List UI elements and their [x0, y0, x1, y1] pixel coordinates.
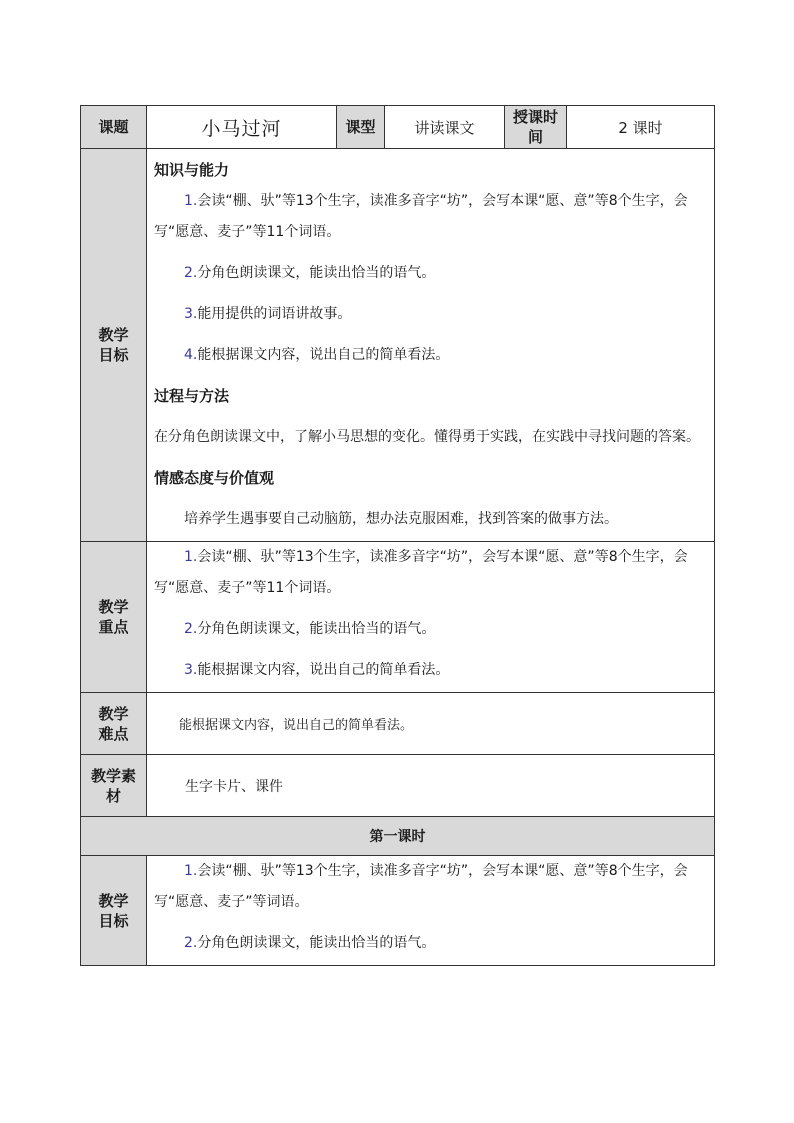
first-period-objectives-row: [81, 856, 715, 966]
difficulties-text: 能根据课文内容，说出自己的简单看法。: [147, 693, 715, 755]
key-points-row: [81, 542, 715, 693]
type-label: 课型: [337, 106, 385, 149]
time-label: 授课时间: [505, 106, 567, 149]
key-points-content: [147, 542, 715, 693]
period-objective-item: 1.会读“棚、驮”等13个生字，读准多音字“坊”，会写本课“愿、意”等8个生字，会写“愿意、麦子”等词语。: [154, 863, 688, 910]
difficulties-label: 教学难点: [81, 693, 147, 755]
key-point-item: 1.会读“棚、驮”等13个生字，读准多音字“坊”，会写本课“愿、意”等8个生字，会写“愿意、麦子”等11个词语。: [154, 549, 688, 596]
first-period-row: [81, 817, 715, 856]
values-title: 情感态度与价值观: [154, 469, 275, 487]
difficulties-row: [81, 693, 715, 755]
key-point-item: 3.能根据课文内容，说出自己的简单看法。: [184, 662, 450, 678]
objective-item: 1.会读“棚、驮”等13个生字，读准多音字“坊”，会写本课“愿、意”等8个生字，会写“愿意、麦子”等11个词语。: [154, 193, 688, 240]
objective-item: 4.能根据课文内容，说出自己的简单看法。: [184, 347, 450, 363]
period-objective-item: 2.分角色朗读课文，能读出恰当的语气。: [184, 935, 436, 951]
lesson-plan-table: [80, 105, 715, 966]
materials-text: 生字卡片、课件: [147, 755, 715, 817]
objectives-content: [147, 149, 715, 542]
first-period-objectives-label: 教学目标: [81, 856, 147, 966]
process-text: 在分角色朗读课文中，了解小马思想的变化。懂得勇于实践，在实践中寻找问题的答案。: [154, 429, 700, 445]
first-period-title: 第一课时: [81, 817, 715, 856]
topic-label: 课题: [81, 106, 147, 149]
objectives-row: [81, 149, 715, 542]
header-row: [81, 106, 715, 149]
materials-label: 教学素材: [81, 755, 147, 817]
lesson-title: 小马过河: [147, 106, 337, 149]
knowledge-title: 知识与能力: [154, 161, 230, 179]
key-point-item: 2.分角色朗读课文，能读出恰当的语气。: [184, 621, 436, 637]
key-points-label: 教学重点: [81, 542, 147, 693]
process-title: 过程与方法: [154, 387, 230, 405]
objective-item: 3.能用提供的词语讲故事。: [184, 306, 352, 322]
materials-row: [81, 755, 715, 817]
values-text: 培养学生遇事要自己动脑筋，想办法克服困难，找到答案的做事方法。: [184, 511, 618, 527]
first-period-objectives-content: [147, 856, 715, 966]
time-value: 2 课时: [567, 106, 715, 149]
objective-item: 2.分角色朗读课文，能读出恰当的语气。: [184, 265, 436, 281]
type-value: 讲读课文: [385, 106, 505, 149]
objectives-label: 教学目标: [81, 149, 147, 542]
